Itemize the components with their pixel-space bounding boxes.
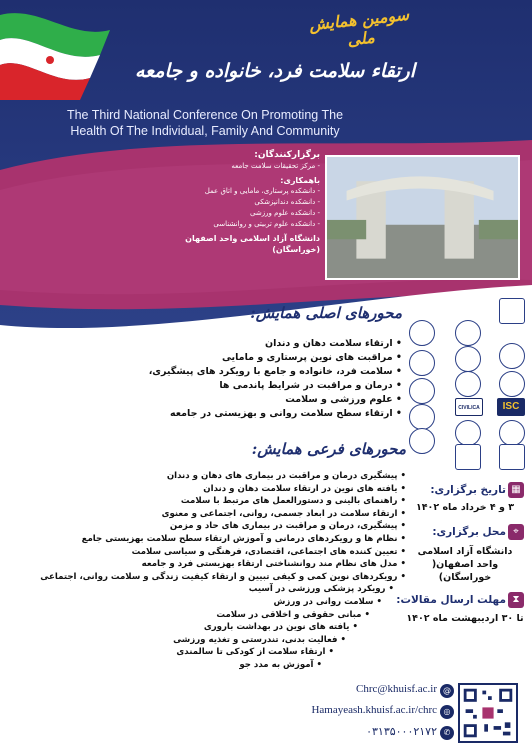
globe-icon: ◎ bbox=[440, 705, 454, 719]
organizers-heading: برگزارکنندگان: bbox=[254, 150, 320, 160]
partner-logo-icon bbox=[455, 420, 481, 446]
email-icon: @ bbox=[440, 684, 454, 698]
sub-topic-item: • ارتقاء سلامت در ابعاد جسمی، روانی، اجتماعی و معنوی bbox=[6, 508, 406, 521]
main-topic-item: • علوم ورزشی و سلامت bbox=[72, 393, 402, 407]
main-topic-item: • ارتقاء سلامت دهان و دندان bbox=[72, 337, 402, 351]
main-topic-item: • سلامت فرد، خانواده و جامع با رویکرد های پیشگیری، bbox=[72, 365, 402, 379]
partner-logo-icon bbox=[499, 420, 525, 446]
sponsors-heading: باهمکاری: bbox=[280, 176, 320, 185]
sub-topic-item: • یافته های نوین در ارتقاء سلامت دهان و دندان bbox=[6, 483, 406, 496]
sub-topic-item: • ارتقاء سلامت از کودکی تا سالمندی bbox=[6, 646, 334, 659]
sub-topic-item: • آموزش به مدد جو bbox=[6, 659, 322, 672]
organizer-center: - مرکز تحقیقات سلامت جامعه bbox=[231, 162, 320, 170]
university-gate-photo bbox=[325, 155, 520, 280]
location-icon: ⌖ bbox=[508, 524, 524, 540]
partner-logo-icon bbox=[409, 378, 435, 404]
contact-email[interactable]: Chrc@khuisf.ac.ir bbox=[356, 683, 437, 695]
partner-logos bbox=[405, 298, 530, 478]
sub-topics-list bbox=[6, 470, 406, 672]
conference-title-fa: ارتقاء سلامت فرد، خانواده و جامعه bbox=[135, 60, 415, 82]
partner-logo-icon bbox=[409, 350, 435, 376]
sub-topic-item: • نظام ها و رویکردهای درمانی و آموزش ارتقاء سطح سلامت بهزیستی جامع bbox=[6, 533, 406, 546]
venue-line2: واحد اصفهان( خوراسگان) bbox=[431, 559, 499, 583]
university-logo-icon bbox=[499, 298, 525, 324]
venue-value bbox=[405, 545, 525, 584]
civilica-logo: CIVILICA bbox=[455, 398, 483, 416]
sub-topic-item: • یافته های نوین در بهداشت باروری bbox=[6, 621, 358, 634]
deadline-label: مهلت ارسال مقالات: bbox=[396, 594, 506, 606]
sub-topic-item: • راهنمای بالینی و دستورالعمل های مرتبط با سلامت bbox=[6, 495, 406, 508]
sponsor-item: - دانشکده پرستاری، مامایی و اتاق عمل bbox=[204, 187, 320, 195]
calendar-icon: ▦ bbox=[508, 482, 524, 498]
partner-logo-icon bbox=[455, 346, 481, 372]
date-value: ۳ و ۴ خرداد ماه ۱۴۰۲ bbox=[415, 502, 515, 513]
phone-icon: ✆ bbox=[440, 726, 454, 740]
partner-logo-icon bbox=[455, 371, 481, 397]
date-label: تاریخ برگزاری: bbox=[430, 484, 506, 496]
main-topic-item: • ارتقاء سطح سلامت روانی و بهزیستی در جامعه bbox=[72, 407, 402, 421]
host-university: دانشگاه آزاد اسلامی واحد اصفهان (خوراسگان) bbox=[185, 234, 320, 254]
main-topics-list bbox=[72, 337, 402, 421]
main-topics-heading: محورهای اصلی همایش: bbox=[250, 304, 402, 322]
main-topic-item: • مراقبت های نوین پرستاری و مامایی bbox=[72, 351, 402, 365]
contact-website[interactable]: Hamayeash.khuisf.ac.ir/chrc bbox=[311, 704, 437, 716]
sub-topic-item: • مبانی حقوقی و اخلاقی در سلامت bbox=[6, 609, 370, 622]
iran-emblem-icon bbox=[409, 320, 435, 346]
sub-topic-item: • رویکردهای نوین کمی و کیفی تبیین و ارتقاء کیفیت زندگی و سلامت روانی، اجتماعی bbox=[6, 571, 406, 584]
partner-logo-icon bbox=[409, 428, 435, 454]
partner-logo-icon bbox=[499, 343, 525, 369]
venue-line1: دانشگاه آزاد اسلامی bbox=[417, 546, 513, 557]
iran-flag bbox=[0, 0, 140, 100]
sub-topics-heading: محورهای فرعی همایش: bbox=[251, 440, 406, 458]
deadline-value: تا ۳۰ اردیبهشت ماه ۱۴۰۲ bbox=[406, 613, 524, 624]
venue-label: محل برگزاری: bbox=[432, 526, 506, 538]
qr-code bbox=[458, 683, 518, 743]
contact-phone[interactable]: ۰۳۱۳۵۰۰۰۲۱۷۲ bbox=[366, 726, 437, 738]
title-en-line1: The Third National Conference On Promoting The bbox=[66, 108, 344, 122]
sub-topic-item: • سلامت روانی در ورزش bbox=[6, 596, 382, 609]
partner-logo-icon bbox=[499, 444, 525, 470]
isc-logo: ISC bbox=[497, 398, 525, 416]
organizers-block bbox=[150, 150, 320, 255]
sub-topic-item: • پیشگیری درمان و مراقبت در بیماری های دهان و دندان bbox=[6, 470, 406, 483]
hourglass-icon: ⧗ bbox=[508, 592, 524, 608]
sub-topic-item: • مدل های نظام مند روانشناختی ارتقاء بهزیستی فرد و جامعه bbox=[6, 558, 406, 571]
title-en-line2: Health Of The Individual, Family And Community bbox=[70, 124, 340, 138]
sub-topic-item: • رویکرد پزشکی ورزشی در آسیب bbox=[6, 583, 394, 596]
sponsor-item: - دانشکده دندانپزشکی bbox=[254, 198, 320, 206]
partner-logo-icon bbox=[455, 444, 481, 470]
main-topic-item: • درمان و مراقبت در شرایط پاندمی ها bbox=[72, 379, 402, 393]
partner-logo-icon bbox=[455, 320, 481, 346]
sub-topic-item: • تعیین کننده های اجتماعی، اقتصادی، فرهنگی و سیاسی سلامت bbox=[6, 546, 406, 559]
sub-topic-item: • پیشگیری، درمان و مراقبت در بیماری های حاد و مزمن bbox=[6, 520, 406, 533]
partner-logo-icon bbox=[409, 404, 435, 430]
conference-edition: سومین همایش ملی bbox=[308, 4, 410, 50]
sub-topic-item: • فعالیت بدنی، تندرستی و تغذیه ورزشی bbox=[6, 634, 346, 647]
partner-logo-icon bbox=[499, 371, 525, 397]
sponsor-item: - دانشکده علوم تربیتی و روانشناسی bbox=[213, 220, 320, 228]
sponsor-item: - دانشکده علوم ورزشی bbox=[250, 209, 320, 217]
